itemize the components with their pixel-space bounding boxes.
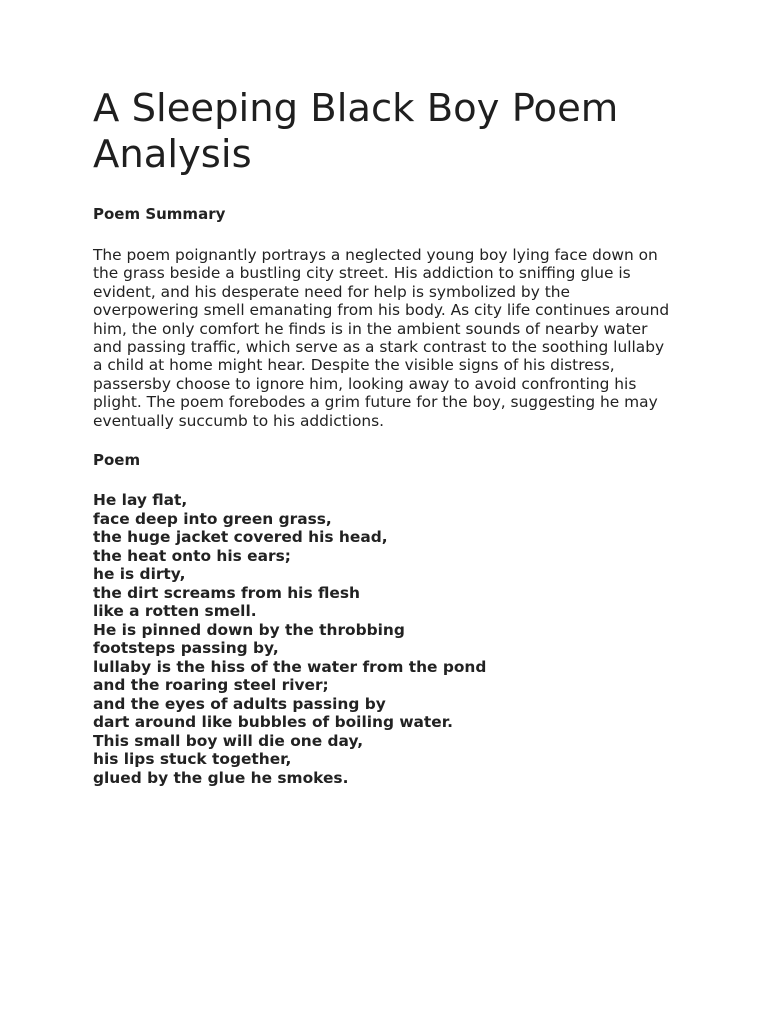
page-title: A Sleeping Black Boy Poem Analysis [93,86,619,177]
poem-line: the dirt screams from his flesh [93,583,360,602]
summary-heading: Poem Summary [93,205,226,223]
poem-line: like a rotten smell. [93,602,257,621]
poem-line: He lay flat, [93,491,188,510]
poem-line: his lips stuck together, [93,750,292,769]
summary-paragraph: The poem poignantly portrays a neglected young boy lying face down on the grass beside a bustling city street. His addiction to sniffing glue is evident, and his desperate need for help is symbolized by the overpowering smell emanating from his body. As city life continues around him, the only comfort he finds is in the ambient sounds of nearby water and passing traffic, which serve as a stark contrast to the soothing lullaby a child at home might hear. Despite the visible signs of his distress, passersby choose to ignore him, looking away to avoid confronting his plight. The poem forebodes a grim future for the boy, suggesting he may eventually succumb to his addictions. [93,246,670,430]
poem-text [93,491,683,787]
poem-line: he is dirty, [93,565,186,584]
poem-line: dart around like bubbles of boiling water. [93,713,453,732]
poem-line: and the eyes of adults passing by [93,694,386,713]
poem-line: This small boy will die one day, [93,731,364,750]
poem-line: and the roaring steel river; [93,676,329,695]
poem-heading: Poem [93,451,141,470]
poem-line: the heat onto his ears; [93,546,291,565]
poem-line: footsteps passing by, [93,639,279,658]
poem-line: He is pinned down by the throbbing [93,620,405,639]
poem-line: glued by the glue he smokes. [93,768,349,787]
poem-line: the huge jacket covered his head, [93,528,388,547]
poem-line: face deep into green grass, [93,509,332,528]
document-page [93,86,683,787]
poem-line: lullaby is the hiss of the water from the pond [93,657,487,676]
